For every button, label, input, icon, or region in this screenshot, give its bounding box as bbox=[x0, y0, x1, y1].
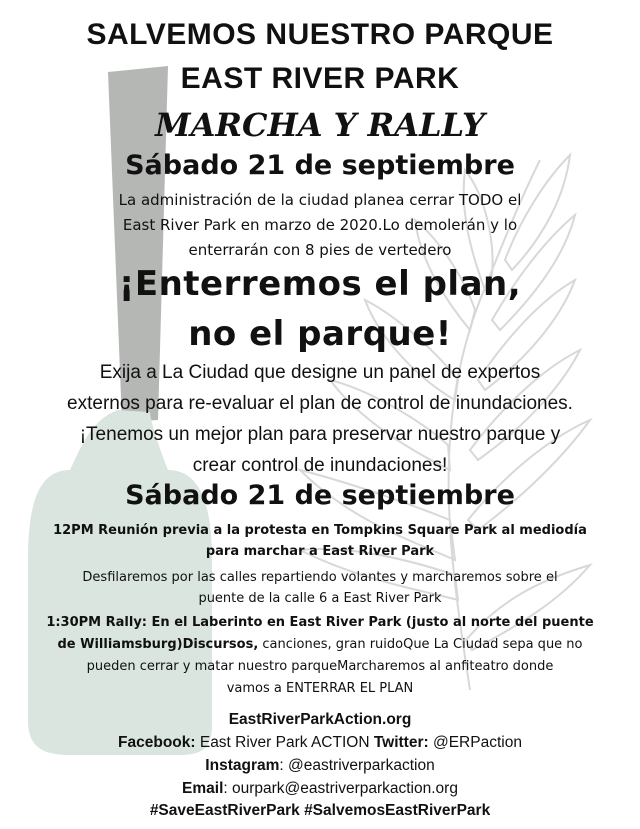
intro-line-2: East River Park en marzo de 2020.Lo demolerán y lo bbox=[122, 216, 518, 234]
footer-instagram bbox=[0, 757, 640, 775]
facebook-value[interactable]: East River Park ACTION bbox=[195, 734, 374, 751]
schedule-rally-line-3: pueden cerrar y matar nuestro parqueMarcharemos al anfiteatro donde bbox=[86, 659, 554, 674]
event-date-second: Sábado 21 de septiembre bbox=[125, 480, 515, 511]
facebook-label: Facebook: bbox=[118, 734, 196, 751]
event-date-top: Sábado 21 de septiembre bbox=[125, 150, 515, 181]
demand-line-4: crear control de inundaciones! bbox=[192, 455, 448, 476]
schedule-march-line-2: puente de la calle 6 a East River Park bbox=[198, 591, 442, 606]
email-value[interactable]: : ourpark@eastriverparkaction.org bbox=[223, 780, 458, 797]
event-type: MARCHA Y RALLY bbox=[155, 106, 485, 144]
footer-email bbox=[0, 780, 640, 798]
schedule-noon-line-2: para marchar a East River Park bbox=[205, 544, 435, 559]
title-line-1: SALVEMOS NUESTRO PARQUE bbox=[86, 18, 554, 51]
footer-social bbox=[0, 734, 640, 752]
schedule-rally-line-1: 1:30PM Rally: En el Laberinto en East River Park (justo al norte del puente bbox=[46, 615, 594, 630]
twitter-label: Twitter: bbox=[373, 734, 429, 751]
intro-line-1: La administración de la ciudad planea cerrar TODO el bbox=[118, 191, 522, 209]
email-label: Email bbox=[182, 780, 224, 797]
demand-line-2: externos para re-evaluar el plan de control de inundaciones. bbox=[67, 393, 573, 414]
footer-hashtags: #SaveEastRiverPark #SalvemosEastRiverPark bbox=[149, 802, 491, 819]
twitter-value[interactable]: @ERPaction bbox=[428, 734, 522, 751]
intro-line-3: enterrarán con 8 pies de vertedero bbox=[188, 241, 452, 259]
schedule-rally-line-4: vamos a ENTERRAR EL PLAN bbox=[226, 681, 414, 696]
title-line-2: EAST RIVER PARK bbox=[180, 62, 460, 95]
schedule-noon-line-1: 12PM Reunión previa a la protesta en Tompkins Square Park al mediodía bbox=[53, 523, 587, 538]
schedule-march-line-1: Desfilaremos por las calles repartiendo volantes y marcharemos sobre el bbox=[82, 570, 558, 585]
demand-line-1: Exija a La Ciudad que designe un panel de expertos bbox=[99, 362, 541, 383]
slogan-line-2: no el parque! bbox=[188, 314, 452, 354]
instagram-value[interactable]: : @eastriverparkaction bbox=[279, 757, 435, 774]
slogan-line-1: ¡Enterremos el plan, bbox=[118, 264, 522, 304]
demand-line-3: ¡Tenemos un mejor plan para preservar nuestro parque y bbox=[79, 424, 561, 445]
instagram-label: Instagram bbox=[205, 757, 280, 774]
schedule-rally-line-2: de Williamsburg)Discursos, canciones, gran ruidoQue La Ciudad sepa que no bbox=[57, 637, 583, 652]
footer-website[interactable]: EastRiverParkAction.org bbox=[228, 711, 412, 728]
